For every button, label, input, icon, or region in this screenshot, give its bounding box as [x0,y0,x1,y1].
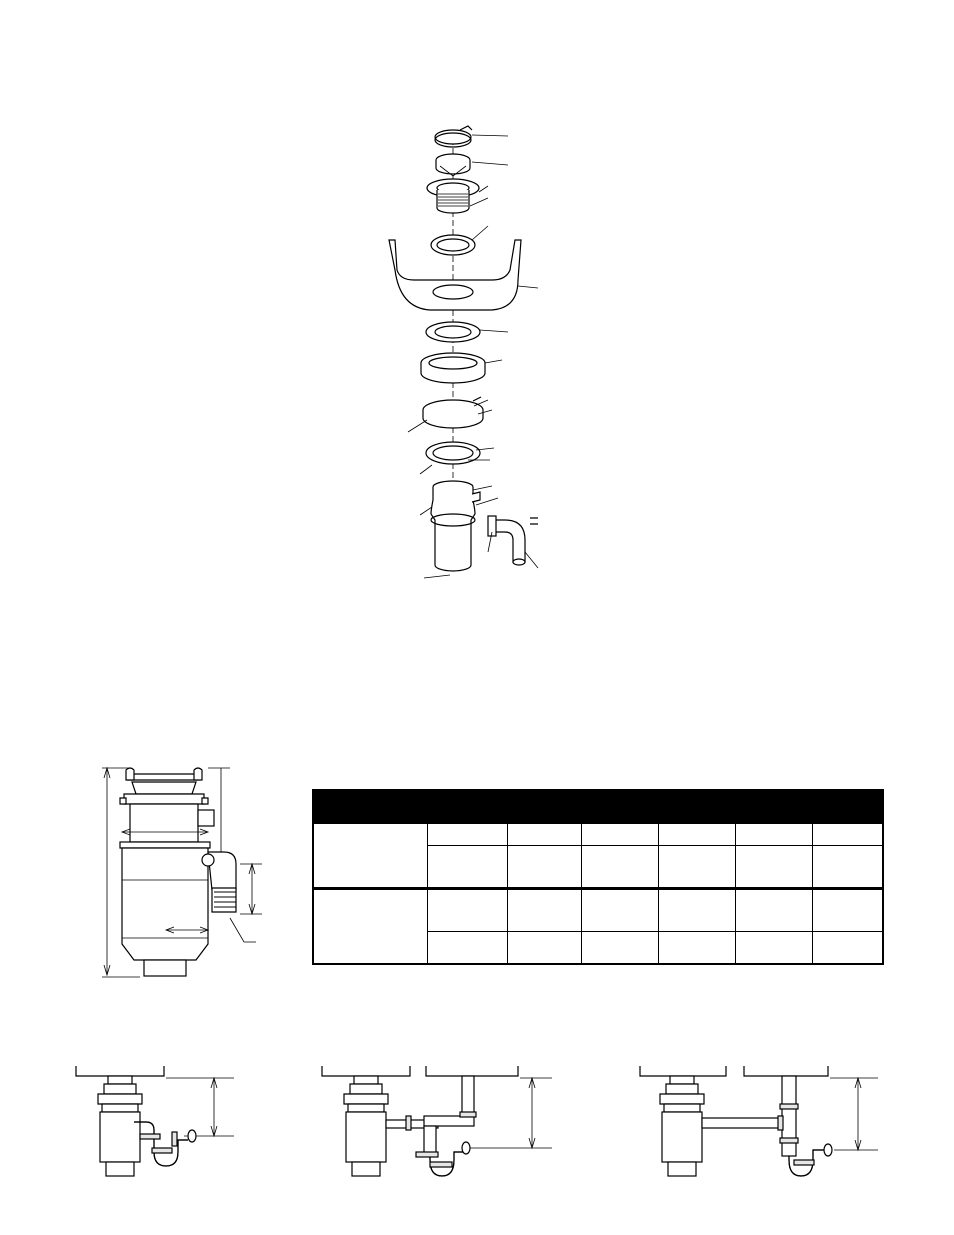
table-cell [581,845,658,888]
installation-diagram-single-bowl [74,1060,244,1185]
stopper-part [435,126,472,147]
table-cell [735,932,812,964]
specifications-table [312,789,884,965]
table-cell [581,932,658,964]
table-cell [812,888,883,931]
splash-guard-part [436,154,470,176]
mounting-ring-part [421,353,485,383]
table-row [313,824,883,846]
table-cell [658,888,735,931]
table-cell [658,845,735,888]
table-cell [507,888,581,931]
table-cell [658,824,735,846]
table-cell [427,824,507,846]
table-cell [427,845,507,888]
dimension-drawing [90,760,270,988]
row-group-label [313,888,427,964]
sink-flange-part [427,179,479,213]
fiber-gasket-part [431,235,475,255]
exploded-parts-diagram [380,120,570,590]
table-cell [507,932,581,964]
installation-diagram-double-bowl-shared-trap [638,1060,883,1185]
table-cell [427,932,507,964]
table-cell [735,845,812,888]
table-cell [581,824,658,846]
discharge-elbow-part [488,516,538,565]
table-cell [812,824,883,846]
table-cell [735,824,812,846]
table-header-row [313,790,883,824]
mounting-assembly-part [423,397,483,428]
table-cell [581,888,658,931]
disposer-body-part [431,481,480,571]
backup-flange-part [426,322,480,342]
installation-diagram-double-bowl-separate-trap [320,1060,555,1185]
row-group-label [313,824,427,889]
mounting-gasket-part [426,442,480,464]
table-row [313,888,883,931]
table-cell [507,824,581,846]
table-cell [658,932,735,964]
table-cell [735,888,812,931]
table-cell [507,845,581,888]
table-cell [812,845,883,888]
table-cell [812,932,883,964]
table-cell [427,888,507,931]
